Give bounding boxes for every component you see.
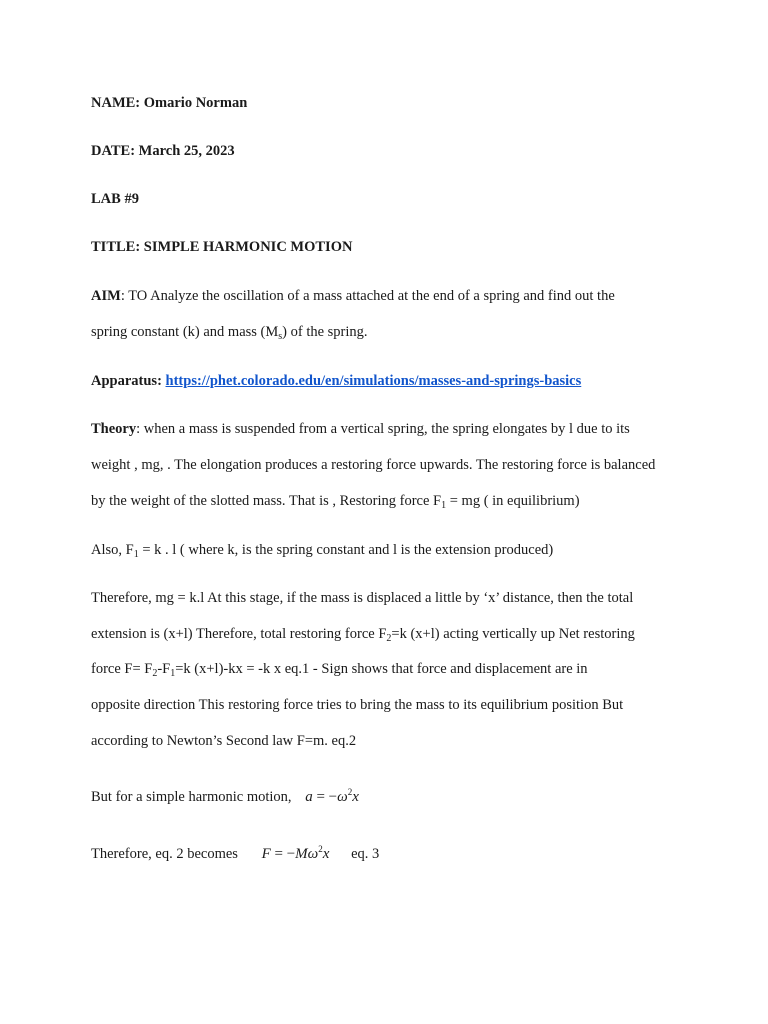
shm-text: But for a simple harmonic motion, — [91, 789, 292, 805]
shm-eq-sup: 2 — [347, 787, 353, 797]
title-label: TITLE: — [91, 239, 141, 255]
eq3-eq-x: x — [322, 846, 330, 862]
aim-text-2b: ) of the spring. — [282, 324, 368, 340]
date-value: March 25, 2023 — [138, 143, 235, 159]
therefore-line-1: Therefore, mg = k.l At this stage, if the mass is displaced a little by ‘x’ distance, then the total — [91, 590, 634, 606]
theory-text-1: : when a mass is suspended from a vertical spring, the spring elongates by l due to its — [136, 421, 630, 437]
theory-text-3b: = mg ( in equilibrium) — [446, 493, 580, 509]
therefore-text-3b: -F — [157, 661, 171, 677]
eq3-eq-rel: = − — [270, 846, 296, 862]
theory-text-3a: by the weight of the slotted mass. That is , Restoring force F — [91, 493, 442, 509]
shm-equation — [305, 789, 359, 805]
aim-text-1: : TO Analyze the oscillation of a mass attached at the end of a spring and find out the — [120, 288, 615, 304]
aim-text-2a: spring constant (k) and mass (M — [91, 324, 279, 340]
shm-eq-omega: ω — [337, 789, 348, 805]
eq3-text: Therefore, eq. 2 becomes — [91, 846, 238, 862]
eq3-eq-omega: ω — [307, 846, 319, 862]
also-line — [91, 541, 553, 559]
also-text-a: Also, F — [91, 542, 134, 558]
therefore-text-2a: extension is (x+l) Therefore, total restoring force F — [91, 626, 387, 642]
aim-subscript: s — [278, 331, 283, 342]
eq3-equation — [262, 846, 330, 862]
theory-subscript: 1 — [441, 500, 447, 511]
shm-eq-rel: = − — [312, 789, 338, 805]
aim-line-1 — [91, 287, 615, 305]
aim-line-2 — [91, 323, 368, 341]
eq3-eq-lhs: F — [261, 846, 271, 862]
lab-number: LAB #9 — [91, 191, 139, 207]
apparatus-link[interactable]: https://phet.colorado.edu/en/simulations/masses-and-springs-basics — [165, 373, 582, 389]
therefore-line-3 — [91, 660, 588, 678]
theory-line-2: weight , mg, . The elongation produces a restoring force upwards. The restoring force is balanced — [91, 457, 656, 473]
therefore-line-2 — [91, 625, 635, 643]
eq3-line — [91, 845, 379, 863]
theory-label: Theory — [91, 421, 137, 437]
aim-label: AIM — [91, 288, 121, 304]
name-label: NAME: — [91, 95, 141, 111]
title-value: SIMPLE HARMONIC MOTION — [143, 239, 353, 255]
also-subscript: 1 — [133, 549, 139, 560]
therefore-subscript-2: 2 — [386, 633, 392, 644]
also-text-b: = k . l ( where k, is the spring constant and l is the extension produced) — [138, 542, 554, 558]
eq3-eq-sup: 2 — [318, 844, 323, 854]
date-line — [91, 142, 235, 160]
theory-line-3 — [91, 492, 580, 510]
apparatus-line — [91, 372, 581, 390]
date-label: DATE: — [91, 143, 136, 159]
therefore-line-4: opposite direction This restoring force tries to bring the mass to its equilibrium position But — [91, 697, 624, 713]
shm-eq-x: x — [352, 789, 359, 805]
therefore-subscript-3a: 2 — [152, 668, 158, 679]
therefore-text-3a: force F= F — [91, 661, 153, 677]
therefore-subscript-3b: 1 — [170, 668, 176, 679]
name-value: Omario Norman — [143, 95, 248, 111]
therefore-text-3c: =k (x+l)-kx = -k x eq.1 - Sign shows that force and displacement are in — [175, 661, 588, 677]
name-line — [91, 94, 247, 112]
title-line — [91, 238, 352, 256]
shm-eq-lhs: a — [305, 789, 313, 805]
therefore-line-5: according to Newton’s Second law F=m. eq.2 — [91, 733, 357, 749]
theory-line-1 — [91, 420, 630, 438]
eq3-eq-mass: M — [295, 846, 308, 862]
shm-line — [91, 788, 359, 806]
therefore-text-2b: =k (x+l) acting vertically up Net restoring — [391, 626, 635, 642]
apparatus-label: Apparatus: — [91, 373, 162, 389]
eq3-label: eq. 3 — [351, 846, 380, 862]
